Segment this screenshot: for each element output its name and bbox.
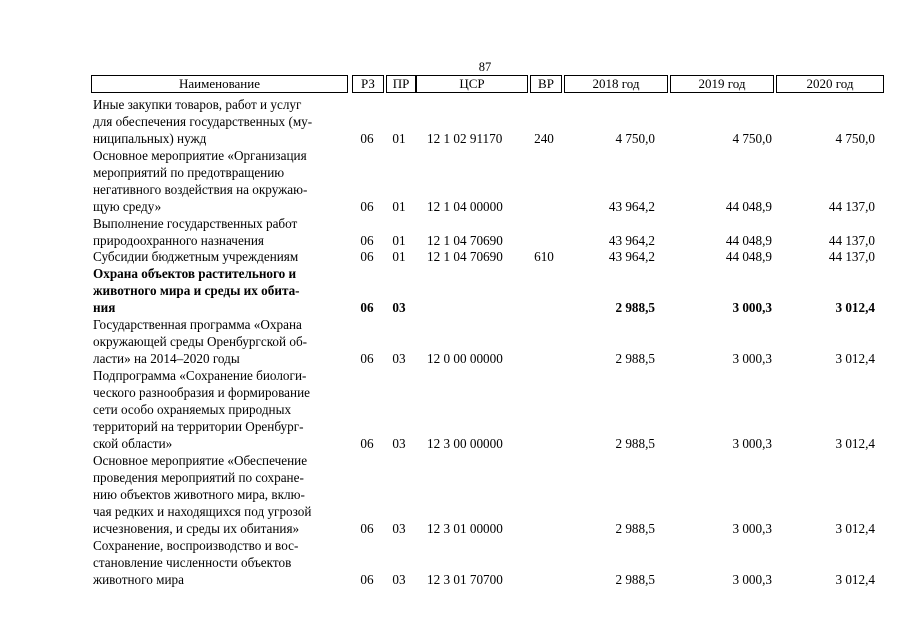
row-csr: 12 3 01 70700 xyxy=(427,572,503,587)
row-name xyxy=(93,367,343,452)
header-2020: 2020 год xyxy=(776,75,884,93)
row-2019: 3 000,3 xyxy=(732,300,772,315)
row-name-line: исчезновения, и среды их обитания» xyxy=(93,521,300,536)
page-number: 87 xyxy=(478,60,492,74)
row-name xyxy=(93,265,343,316)
row-csr: 12 1 04 70690 xyxy=(427,249,503,264)
row-name-line: ласти» на 2014–2020 годы xyxy=(93,351,240,366)
row-name-line: щую среду» xyxy=(93,199,162,214)
row-2019: 44 048,9 xyxy=(725,233,772,248)
row-name xyxy=(93,537,343,588)
row-name-line: природоохранного назначения xyxy=(93,233,264,248)
row-2018: 43 964,2 xyxy=(608,233,655,248)
row-name-line: Основное мероприятие «Организация xyxy=(93,148,307,163)
header-csr: ЦСР xyxy=(416,75,528,93)
row-csr: 12 1 04 70690 xyxy=(427,233,503,248)
row-name-line: территорий на территории Оренбург- xyxy=(93,419,304,434)
row-rz: 06 xyxy=(360,131,374,146)
header-pr: ПР xyxy=(386,75,416,93)
row-rz: 06 xyxy=(360,572,374,587)
row-name xyxy=(93,248,343,265)
row-name-line: ской области» xyxy=(93,436,173,451)
row-2020: 3 012,4 xyxy=(835,436,875,451)
row-name xyxy=(93,96,343,147)
row-name-line: Выполнение государственных работ xyxy=(93,216,298,231)
row-pr: 01 xyxy=(392,131,406,146)
row-pr: 03 xyxy=(392,351,406,366)
row-name-line: ния xyxy=(93,300,116,315)
header-vr: ВР xyxy=(530,75,562,93)
row-name-line: Государственная программа «Охрана xyxy=(93,317,302,332)
row-name-line: негативного воздействия на окружаю- xyxy=(93,182,308,197)
row-name-line: животного мира xyxy=(93,572,184,587)
row-pr: 03 xyxy=(392,436,406,451)
row-name-line: Основное мероприятие «Обеспечение xyxy=(93,453,308,468)
row-2018: 2 988,5 xyxy=(615,572,655,587)
row-vr: 610 xyxy=(534,249,554,264)
row-name-line: животного мира и среды их обита- xyxy=(93,283,300,298)
row-name-line: окружающей среды Оренбургской об- xyxy=(93,334,308,349)
row-name-line: становление численности объектов xyxy=(93,555,292,570)
row-name-line: нию объектов животного мира, вклю- xyxy=(93,487,305,502)
row-2020: 44 137,0 xyxy=(828,249,875,264)
row-pr: 03 xyxy=(392,521,406,536)
row-2020: 44 137,0 xyxy=(828,233,875,248)
row-rz: 06 xyxy=(360,233,374,248)
row-2019: 4 750,0 xyxy=(732,131,772,146)
row-2020: 4 750,0 xyxy=(835,131,875,146)
row-2018: 2 988,5 xyxy=(615,300,655,315)
row-name-line: ниципальных) нужд xyxy=(93,131,207,146)
row-rz: 06 xyxy=(360,249,374,264)
row-2020: 3 012,4 xyxy=(835,521,875,536)
row-2019: 44 048,9 xyxy=(725,249,772,264)
row-name-line: для обеспечения государственных (му- xyxy=(93,114,313,129)
row-2018: 2 988,5 xyxy=(615,436,655,451)
row-name-line: Охрана объектов растительного и xyxy=(93,266,297,281)
row-name-line: чая редких и находящихся под угрозой xyxy=(93,504,312,519)
row-2018: 43 964,2 xyxy=(608,249,655,264)
row-csr: 12 1 04 00000 xyxy=(427,199,503,214)
row-2018: 2 988,5 xyxy=(615,521,655,536)
row-name-line: сети особо охраняемых природных xyxy=(93,402,292,417)
row-pr: 01 xyxy=(392,233,406,248)
row-name-line: Субсидии бюджетным учреждениям xyxy=(93,249,299,264)
row-csr: 12 3 00 00000 xyxy=(427,436,503,451)
row-name-line: Сохранение, воспроизводство и вос- xyxy=(93,538,299,553)
row-2019: 3 000,3 xyxy=(732,436,772,451)
row-pr: 03 xyxy=(392,300,406,315)
row-name-line: ческого разнообразия и формирование xyxy=(93,385,311,400)
row-name-line: мероприятий по предотвращению xyxy=(93,165,285,180)
row-rz: 06 xyxy=(360,351,374,366)
row-name-line: проведения мероприятий по сохране- xyxy=(93,470,304,485)
row-2020: 3 012,4 xyxy=(835,572,875,587)
row-rz: 06 xyxy=(360,521,374,536)
row-rz: 06 xyxy=(360,199,374,214)
row-name-line: Иные закупки товаров, работ и услуг xyxy=(93,97,302,112)
row-csr: 12 0 00 00000 xyxy=(427,351,503,366)
header-name: Наименование xyxy=(91,75,348,93)
row-2018: 2 988,5 xyxy=(615,351,655,366)
row-pr: 01 xyxy=(392,249,406,264)
row-2019: 44 048,9 xyxy=(725,199,772,214)
row-2018: 4 750,0 xyxy=(615,131,655,146)
row-name-line: Подпрограмма «Сохранение биологи- xyxy=(93,368,307,383)
header-rz: РЗ xyxy=(352,75,384,93)
row-name xyxy=(93,316,343,367)
row-name xyxy=(93,215,343,249)
row-name xyxy=(93,147,343,215)
header-2018: 2018 год xyxy=(564,75,668,93)
row-pr: 01 xyxy=(392,199,406,214)
row-rz: 06 xyxy=(360,300,374,315)
row-2019: 3 000,3 xyxy=(732,351,772,366)
row-vr: 240 xyxy=(534,131,554,146)
row-2020: 3 012,4 xyxy=(835,351,875,366)
row-2020: 3 012,4 xyxy=(835,300,875,315)
row-rz: 06 xyxy=(360,436,374,451)
row-pr: 03 xyxy=(392,572,406,587)
row-csr: 12 1 02 91170 xyxy=(427,131,503,146)
row-2019: 3 000,3 xyxy=(732,521,772,536)
row-csr: 12 3 01 00000 xyxy=(427,521,503,536)
row-2018: 43 964,2 xyxy=(608,199,655,214)
row-name xyxy=(93,452,343,537)
header-2019: 2019 год xyxy=(670,75,774,93)
row-2020: 44 137,0 xyxy=(828,199,875,214)
row-2019: 3 000,3 xyxy=(732,572,772,587)
